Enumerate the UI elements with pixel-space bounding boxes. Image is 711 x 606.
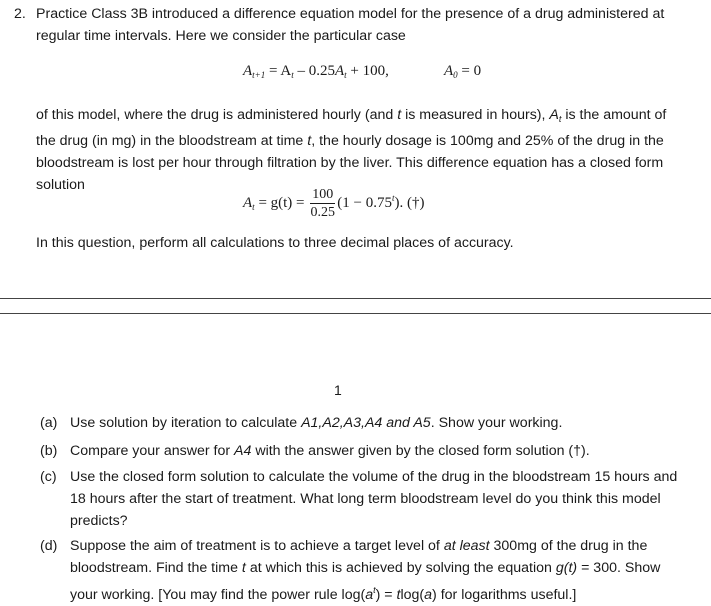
question-number: 2. [14,6,26,22]
part-a: (a) Use solution by iteration to calculate A1,A2,A3,A4 and A5. Show your working. [40,415,563,431]
accuracy-note: In this question, perform all calculations to three decimal places of accuracy. [36,235,514,251]
page-number: 1 [334,382,342,398]
part-b: (b) Compare your answer for A4 with the answer given by the closed form solution (†). [40,443,590,459]
intro-line-2: regular time intervals. Here we consider the particular case [36,28,406,44]
intro-line-1: Practice Class 3B introduced a difference equation model for the presence of a drug administered at [36,6,665,22]
model-description: of this model, where the drug is administered hourly (and t is measured in hours), $A_t$ is the amount of the drug (in mg) in the bloodstream at time t, the hourly dosage is 100mg and 25% of the drug in the bloodstream is lost per hour through filtration by the liver. This difference equation has a closed form solution [36,107,667,193]
page-divider-top [0,298,711,299]
closed-form-solution: $A_t = g(t)$ = $\frac{100}{0.25}$ $(1 - 0.75^t)$. (†) [243,187,425,220]
question-intro [14,3,696,47]
page-divider-bottom [0,313,711,314]
part-d: (d) Suppose the aim of treatment is to achieve a target level of at least 300mg of the drug in the bloodstream. Find the time t at which this is achieved by solving the equation g(t) = 300. Show your working. [You may find the power rule $\log(a^t) = tlog(a)$ for logarithms useful.] [40,538,661,603]
part-c: (c) Use the closed form solution to calculate the volume of the drug in the bloodstream 15 hours and 18 hours after the start of treatment. What long term bloodstream level do you think this model predicts? [40,469,678,529]
recurrence-equation: $A_{t+1} = A_t - 0.25A_t + 100$, [243,63,389,80]
initial-condition: $A_0 = 0$ [444,63,482,80]
